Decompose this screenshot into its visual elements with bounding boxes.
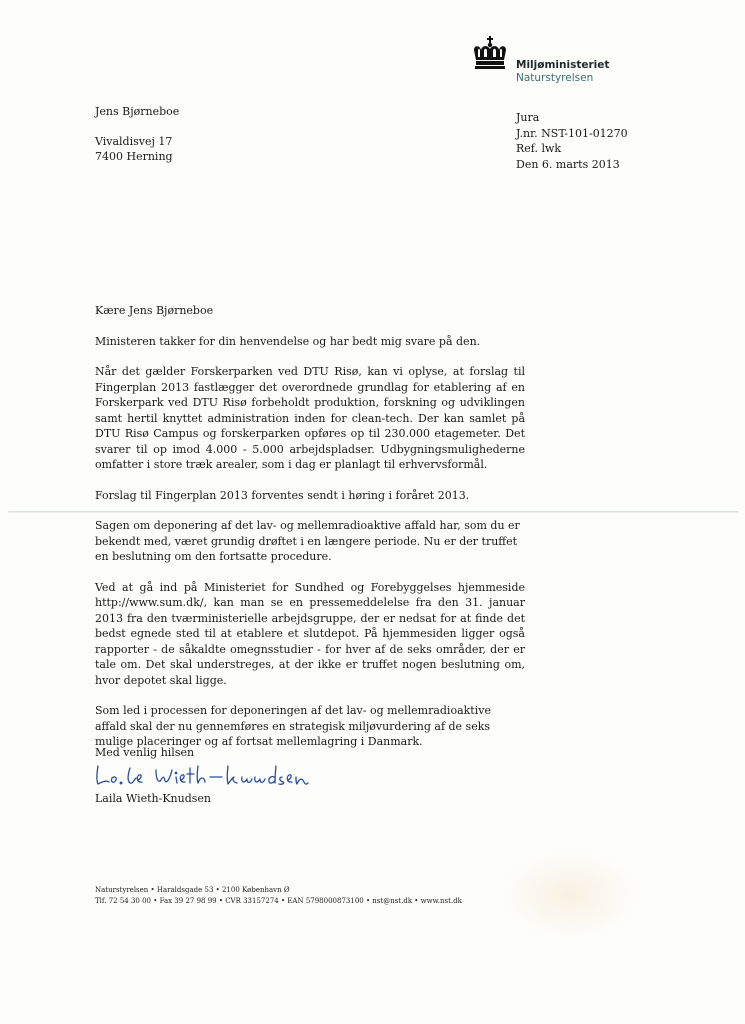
handwritten-signature — [92, 760, 352, 790]
journal-number: J.nr. NST-101-01270 — [516, 126, 628, 140]
letter-body — [95, 303, 525, 765]
signer-name: Laila Wieth-Knudsen — [95, 792, 211, 805]
paragraph: Som led i processen for deponeringen af det lav- og mellemradioaktive affald skal der nu gennemføres en strategisk miljøvurdering af de seks mulige placeringer og af fortsat mellemlagring i Danmark. — [95, 704, 491, 748]
letter-footer — [95, 885, 462, 907]
ministry-name: Miljøministeriet — [516, 59, 610, 71]
closing: Med venlig hilsen — [95, 746, 195, 759]
recipient-address — [95, 104, 179, 164]
paragraph: Sagen om deponering af det lav- og mellemradioaktive affald har, som du er bekendt med, været grundig drøftet i en længere periode. Nu er der truffet en beslutning om den fortsatte procedure. — [95, 519, 520, 563]
footer-contact: Tlf. 72 54 30 00 • Fax 39 27 98 99 • CVR 33157274 • EAN 5798000873100 • nst@nst.dk • www.nst.dk — [95, 897, 462, 905]
recipient-city: 7400 Herning — [95, 150, 173, 163]
recipient-name: Jens Bjørneboe — [95, 105, 180, 118]
paper-stain — [500, 850, 640, 940]
department: Jura — [516, 111, 540, 124]
reference-block — [516, 110, 628, 172]
paragraph: Ved at gå ind på Ministeriet for Sundhed og Forebyggelses hjemmeside http://www.sum.dk/, kan man se en pressemeddelelse fra den 31. januar 2013 fra den tværministerielle arbejdsgruppe, der er nedsat for at finde det bedst egnede sted til at etablere et slutdepot. På hjemmesiden ligger også rapporter - de såkaldte omegnsstudier - for hver af de seks områder, der er tale om. Det skal understreges, at der ikke er truffet nogen beslutning om, hvor depotet skal ligge. — [95, 580, 525, 687]
letter-date: Den 6. marts 2013 — [516, 157, 620, 171]
letterhead-text — [516, 59, 609, 85]
paragraph: Forslag til Fingerplan 2013 forventes sendt i høring i foråret 2013. — [95, 488, 470, 502]
agency-name: Naturstyrelsen — [516, 72, 594, 84]
salutation: Kære Jens Bjørneboe — [95, 304, 214, 317]
paragraph: Når det gælder Forskerparken ved DTU Risø, kan vi oplyse, at forslag til Fingerplan 2013 fastlægger det overordnede grundlag for etablering af en Forskerpark ved DTU Risø forbeholdt produktion, forskning og udviklingen samt hertil knyttet administration inden for clean-tech. Der kan samlet på DTU Risø Campus og forskerparken opføres op til 230.000 etagemeter. Det svarer til op imod 4.000 - 5.000 arbejdspladser. Udbygningsmulighederne omfatter i store træk arealer, som i dag er planlagt til erhvervsformål. — [95, 365, 525, 471]
crown-icon — [472, 36, 508, 70]
reference-initials: Ref. lwk — [516, 142, 562, 155]
paragraph: Ministeren takker for din henvendelse og har bedt mig svare på den. — [95, 334, 481, 348]
footer-address: Naturstyrelsen • Haraldsgade 53 • 2100 København Ø — [95, 886, 290, 894]
recipient-street: Vivaldisvej 17 — [95, 135, 173, 148]
